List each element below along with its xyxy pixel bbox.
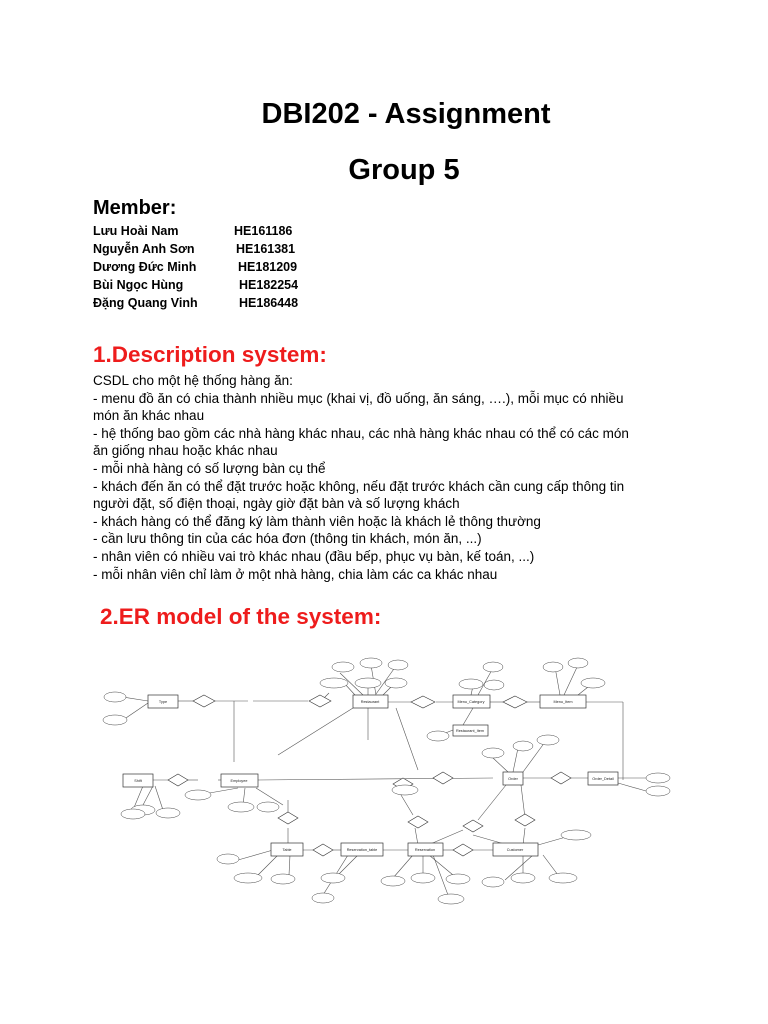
er-entity-label: Order_Detail <box>592 777 614 781</box>
description-line: ăn giống nhau hoặc khác nhau <box>93 443 278 459</box>
er-entity-label: Reservation <box>414 848 436 852</box>
description-line: - cần lưu thông tin của các hóa đơn (thông tin khách, món ăn, ...) <box>93 531 482 547</box>
description-body <box>93 372 693 583</box>
member-name: Nguyễn Anh Sơn <box>93 242 195 256</box>
member-name: Đặng Quang Vinh <box>93 296 198 310</box>
description-line: - hệ thống bao gồm các nhà hàng khác nhau, các nhà hàng khác nhau có thể có các món <box>93 425 629 441</box>
description-line: - khách đến ăn có thể đặt trước hoặc không, nếu đặt trước khách cần cung cấp thông tin <box>93 478 625 494</box>
member-heading: Member: <box>93 197 177 219</box>
member-name: Lưu Hoài Nam <box>93 224 179 238</box>
er-entity-labels <box>134 700 614 852</box>
er-entity-label: Restaurant <box>360 700 380 704</box>
description-line: - khách hàng có thể đăng ký làm thành viên hoặc là khách lẻ thông thường <box>93 513 541 529</box>
er-entity-label: Restaurant_Item <box>455 729 485 733</box>
description-line: CSDL cho một hệ thống hàng ăn: <box>93 373 293 388</box>
description-line: - mỗi nhân viên chỉ làm ở một nhà hàng, chia làm các ca khác nhau <box>93 566 498 582</box>
er-entity-label: Employee <box>230 779 248 783</box>
er-entity-label: Menu_Item <box>553 700 573 704</box>
member-name: Dương Đức Minh <box>93 260 197 274</box>
er-diagram <box>93 650 693 910</box>
description-line: món ăn khác nhau <box>93 408 205 424</box>
member-id: HE182254 <box>239 278 299 292</box>
description-line: - nhân viên có nhiều vai trò khác nhau (đầu bếp, phục vụ bàn, kế toán, ...) <box>93 548 535 564</box>
member-id: HE161381 <box>236 242 296 256</box>
er-entity-label: Order <box>508 777 518 781</box>
section-heading-er-model: 2.ER model of the system: <box>100 604 382 629</box>
member-id: HE161186 <box>234 224 293 238</box>
er-entities <box>123 695 618 856</box>
description-line: người đặt, số điện thoại, ngày giờ đặt bàn và số lượng khách <box>93 496 460 512</box>
member-id: HE181209 <box>238 260 298 274</box>
er-entity-label: Type <box>158 700 168 704</box>
member-id: HE186448 <box>239 296 299 310</box>
er-entity-label: Customer <box>506 848 524 852</box>
group-title: Group 5 <box>348 154 460 186</box>
er-entity-label: Table <box>282 848 292 852</box>
description-line: - menu đồ ăn có chia thành nhiều mục (khai vị, đồ uống, ăn sáng, ….), mỗi mục có nhiều <box>93 390 624 406</box>
er-entity-label: Shift <box>134 779 142 783</box>
section-heading-description: 1.Description system: <box>93 342 327 367</box>
document-title: DBI202 - Assignment <box>261 98 551 130</box>
member-name: Bùi Ngọc Hùng <box>93 278 184 292</box>
er-entity-label: Reservation_table <box>346 848 378 852</box>
er-entity-label: Menu_Category <box>457 700 485 704</box>
description-line: - mỗi nhà hàng có số lượng bàn cụ thể <box>93 460 326 476</box>
